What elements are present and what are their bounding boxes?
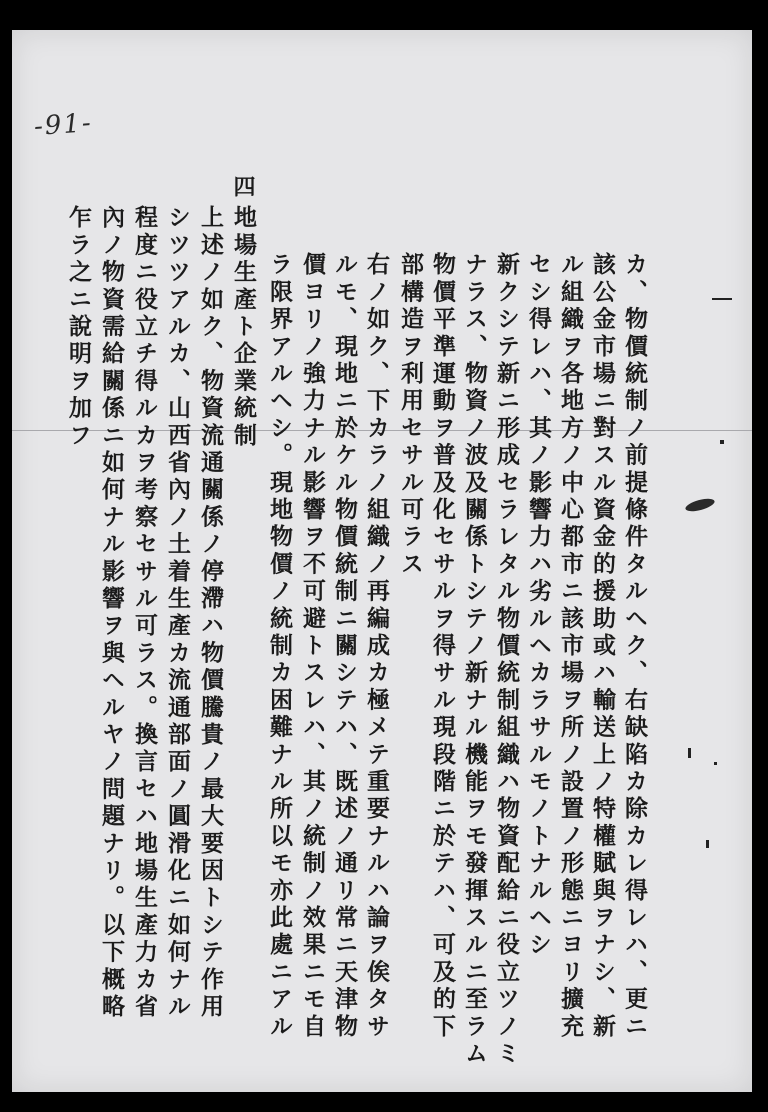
section-title: 地場生產ト企業統制	[230, 205, 257, 450]
text-column-15: 程度ニ役立チ得ルカヲ考察セサル可ラス。換言セハ地場生產力カ省	[131, 205, 158, 1021]
text-column-11: 價ヨリノ強力ナル影響ヲ不可避トスレハ、其ノ統制ノ效果ニモ自	[299, 252, 326, 1041]
text-column-14: シツツアルカ、山西省內ノ土着生產カ流通部面ノ圓滑化ニ如何ナル	[164, 205, 191, 1021]
scan-mark	[714, 762, 717, 765]
text-column-6: ナラス、物資ノ波及關係トシテノ新ナル機能ヲモ發揮スルニ至ラム	[461, 252, 488, 1068]
text-column-13: 上述ノ如ク、物資流通關係ノ停滯ハ物價騰貴ノ最大要因トシテ作用	[197, 205, 224, 1021]
text-column-5: 新クシテ新ニ形成セラレタル物價統制組織ハ物資配給ニ役立ツノミ	[493, 252, 520, 1068]
page-number: -91-	[33, 107, 94, 143]
text-column-7: 物價平準運動ヲ普及化セサルヲ得サル現段階ニ於テハ、可及的下	[429, 252, 456, 1041]
text-column-9: 右ノ如ク、下カラノ組織ノ再編成カ極メテ重要ナルハ論ヲ俟タサ	[363, 252, 390, 1041]
text-column-8: 部構造ヲ利用セサル可ラス	[397, 252, 424, 579]
scan-mark	[712, 298, 732, 300]
ink-smudge	[684, 496, 716, 513]
scan-mark	[706, 840, 709, 848]
section-number: 四	[230, 175, 256, 200]
text-column-17: 乍ラ之ニ說明ヲ加フ	[65, 205, 92, 450]
scan-mark	[688, 748, 691, 758]
text-column-2: 該公金市場ニ對スル資金的援助或ハ輸送上ノ特權賦與ヲナシ、新	[589, 252, 616, 1041]
text-column-10: ルモ、現地ニ於ケル物價統制ニ關シテハ、既述ノ通リ常ニ天津物	[331, 252, 358, 1041]
text-column-12: ラ限界アルヘシ。現地物價ノ統制カ困難ナル所以モ亦此處ニアル	[266, 252, 293, 1041]
text-column-3: ル組織ヲ各地方ノ中心都市ニ該市場ヲ所ノ設置ノ形態ニヨリ擴充	[557, 252, 584, 1041]
scan-mark	[720, 440, 724, 444]
text-column-1: カ、物價統制ノ前提條件タルヘク、右缺陷カ除カレ得レハ、更ニ	[621, 252, 648, 1041]
paper-sheet	[12, 30, 752, 1092]
text-column-4: セシ得レハ、其ノ影響力ハ劣ルヘカラサルモノトナルヘシ	[525, 252, 552, 960]
text-column-16: 內ノ物資需給關係ニ如何ナル影響ヲ與ヘルヤノ問題ナリ。以下概略	[98, 205, 125, 1021]
